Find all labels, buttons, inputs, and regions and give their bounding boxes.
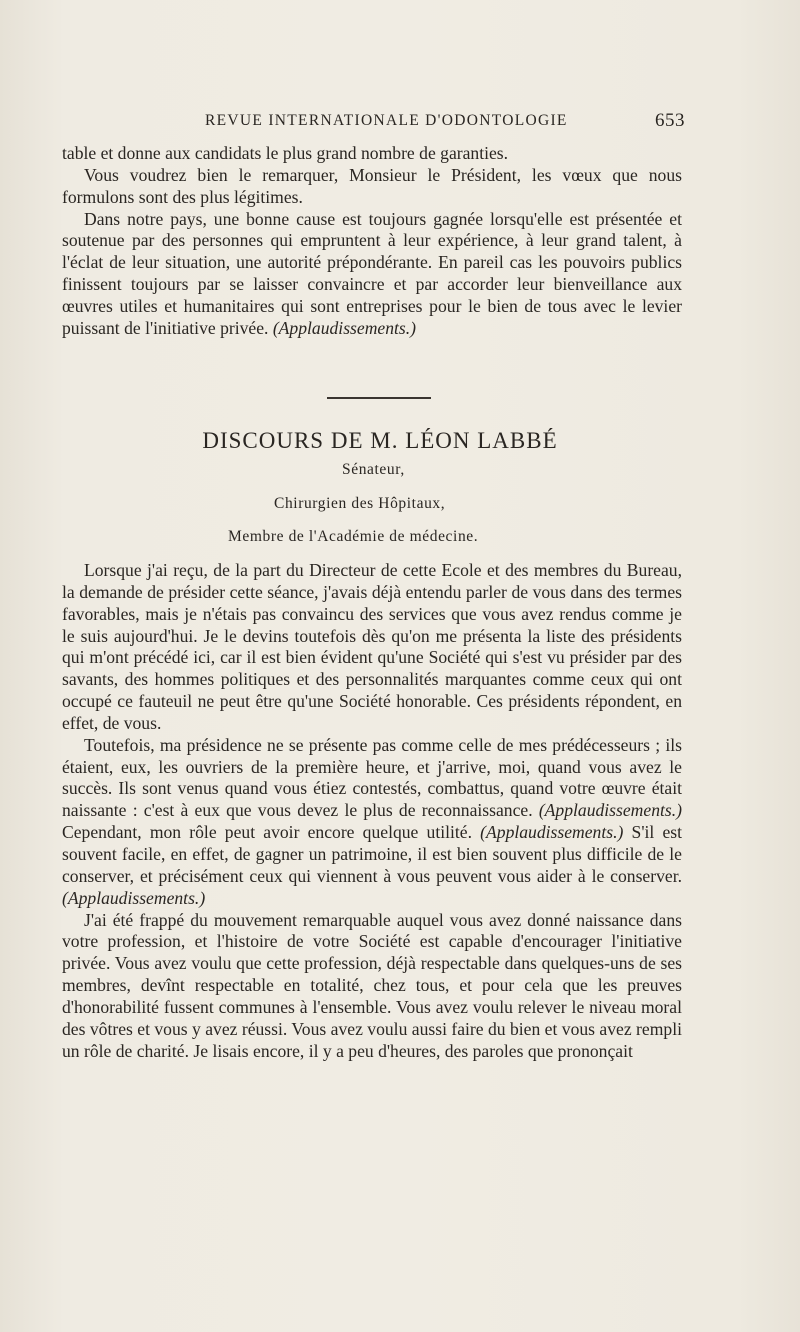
paragraph-text: Dans notre pays, une bonne cause est toujours gagnée lorsqu'elle est présentée et soutenue par des personnes qui empruntent à leur expérience, à leur grand talent, à l'éclat de leur situation, une autorité prépondérante. En pareil cas les pouvoirs publics finissent toujours par se laisser convaincre et par accorder leur bienveillance aux œuvres utiles et humanitaires qui sont entreprises pour le bien de tous avec le levier puissant de l'initiative privée. [62, 208, 682, 338]
speaker-title-senator: Sénateur, [342, 461, 405, 478]
paragraph [62, 209, 682, 340]
paragraph-text: Toutefois, ma présidence ne se présente pas comme celle de mes prédécesseurs ; ils étaient, eux, les ouvriers de la première heure, et j'arrive, moi, quand vous avez le succès. Ils sont venus quand vous étiez contestés, combattus, quand votre œuvre était naissante : c'est à eux que vous devez le plus de reconnaissance. [62, 734, 682, 821]
speaker-title-academy: Membre de l'Académie de médecine. [228, 528, 479, 545]
applause-note: (Applaudissements.) [538, 800, 682, 821]
paragraph: J'ai été frappé du mouvement remarquable auquel vous avez donné naissance dans votre profession, et l'histoire de votre Société est capable d'encourager l'initiative privée. Vous avez voulu que cette profession, déjà respectable dans quelques-uns de ses membres, devînt respectable en totalité, chez tous, et pour cela que les preuves d'honorabilité fussent communes à l'ensemble. Vous avez voulu relever le niveau moral des vôtres et vous y avez réussi. Vous avez voulu aussi faire du bien et vous avez rempli un rôle de charité. Je lisais encore, il y a peu d'heures, des paroles que prononçait [62, 909, 682, 1061]
paragraph: table et donne aux candidats le plus grand nombre de garanties. [62, 143, 509, 163]
paragraph [62, 735, 682, 910]
paragraph: Vous voudrez bien le remarquer, Monsieur le Président, les vœux que nous formulons sont des plus légitimes. [62, 164, 682, 207]
running-header [160, 112, 685, 134]
page-number: 653 [655, 110, 685, 131]
applause-note: (Applaudissements.) [480, 822, 624, 843]
paragraph: Lorsque j'ai reçu, de la part du Directeur de cette Ecole et des membres du Bureau, la demande de présider cette séance, j'avais déjà entendu parler de vous dans des termes favorables, mais je n'étais pas convaincu des services que vous avez rendus comme je le suis aujourd'hui. Je le devins toutefois dès qu'on me présenta la liste des présidents qui m'ont précédé ici, car il est bien évident qu'une Société qui s'est vu présider par des savants, des hommes politiques et des personnalités marquantes comme ceux qui ont occupé ce fauteuil ne peut être qu'une Société honorable. Ces présidents répondent, en effet, de vous. [62, 560, 682, 733]
speaker-title-surgeon: Chirurgien des Hôpitaux, [274, 495, 446, 512]
speech-heading: DISCOURS DE M. LÉON LABBÉ [202, 428, 558, 453]
paragraph-text: S'il est souvent facile, en effet, de gagner un patrimoine, il est bien souvent plus difficile de le conserver, et précisément ceux qui viennent à vous peuvent vous aider à le conserver. [62, 822, 682, 886]
applause-note: (Applaudissements.) [272, 317, 417, 338]
intro-text [62, 143, 682, 340]
applause-note: (Applaudissements.) [62, 887, 206, 908]
paragraph-text: Cependant, mon rôle peut avoir encore quelque utilité. [62, 822, 481, 843]
speech-text [62, 560, 682, 1062]
journal-title: REVUE INTERNATIONALE D'ODONTOLOGIE [205, 112, 568, 129]
section-divider [327, 397, 431, 399]
